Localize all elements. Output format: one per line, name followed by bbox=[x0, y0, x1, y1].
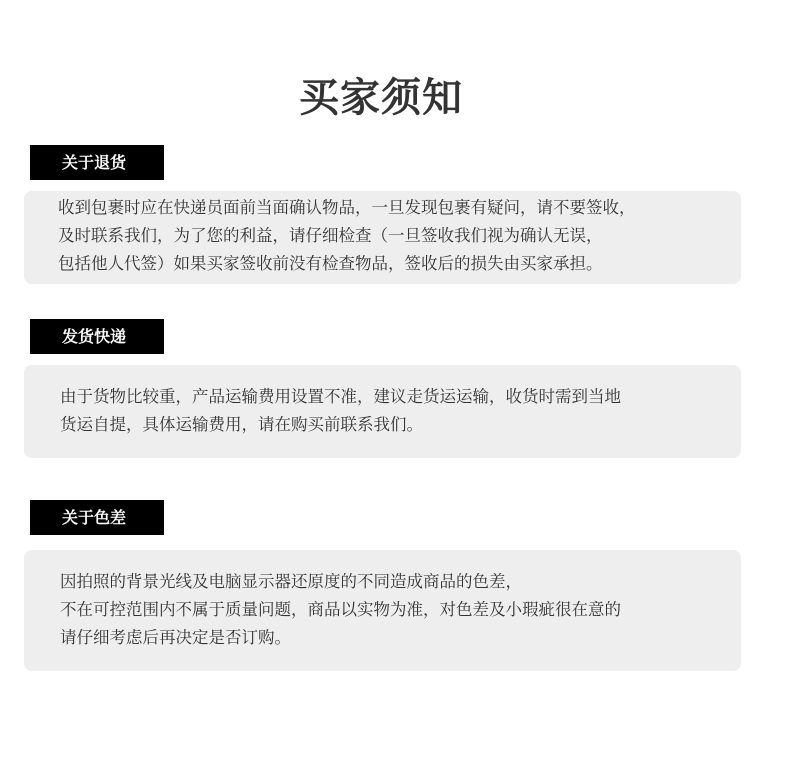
section-label-color-difference: 关于色差 bbox=[30, 500, 164, 535]
shipping-text-line: 由于货物比较重，产品运输费用设置不准，建议走货运运输，收货时需到当地 bbox=[60, 387, 621, 406]
returns-text-line: 及时联系我们，为了您的利益，请仔细检查（一旦签收我们视为确认无误， bbox=[58, 226, 603, 245]
returns-text-line: 包括他人代签）如果买家签收前没有检查物品，签收后的损失由买家承担。 bbox=[58, 254, 603, 273]
section-box-returns bbox=[24, 191, 741, 284]
color-difference-text-line: 请仔细考虑后再决定是否订购。 bbox=[60, 628, 291, 647]
section-label-returns: 关于退货 bbox=[30, 145, 164, 180]
color-difference-text-line: 不在可控范围内不属于质量问题，商品以实物为准，对色差及小瑕疵很在意的 bbox=[60, 600, 621, 619]
section-box-color-difference bbox=[24, 550, 741, 671]
color-difference-text-line: 因拍照的背景光线及电脑显示器还原度的不同造成商品的色差， bbox=[60, 572, 522, 591]
section-label-shipping: 发货快递 bbox=[30, 319, 164, 354]
page-title: 买家须知 bbox=[299, 75, 463, 121]
returns-text-line: 收到包裹时应在快递员面前当面确认物品，一旦发现包裹有疑问，请不要签收， bbox=[58, 198, 636, 217]
section-box-shipping bbox=[24, 365, 741, 458]
shipping-text-line: 货运自提，具体运输费用，请在购买前联系我们。 bbox=[60, 415, 423, 434]
